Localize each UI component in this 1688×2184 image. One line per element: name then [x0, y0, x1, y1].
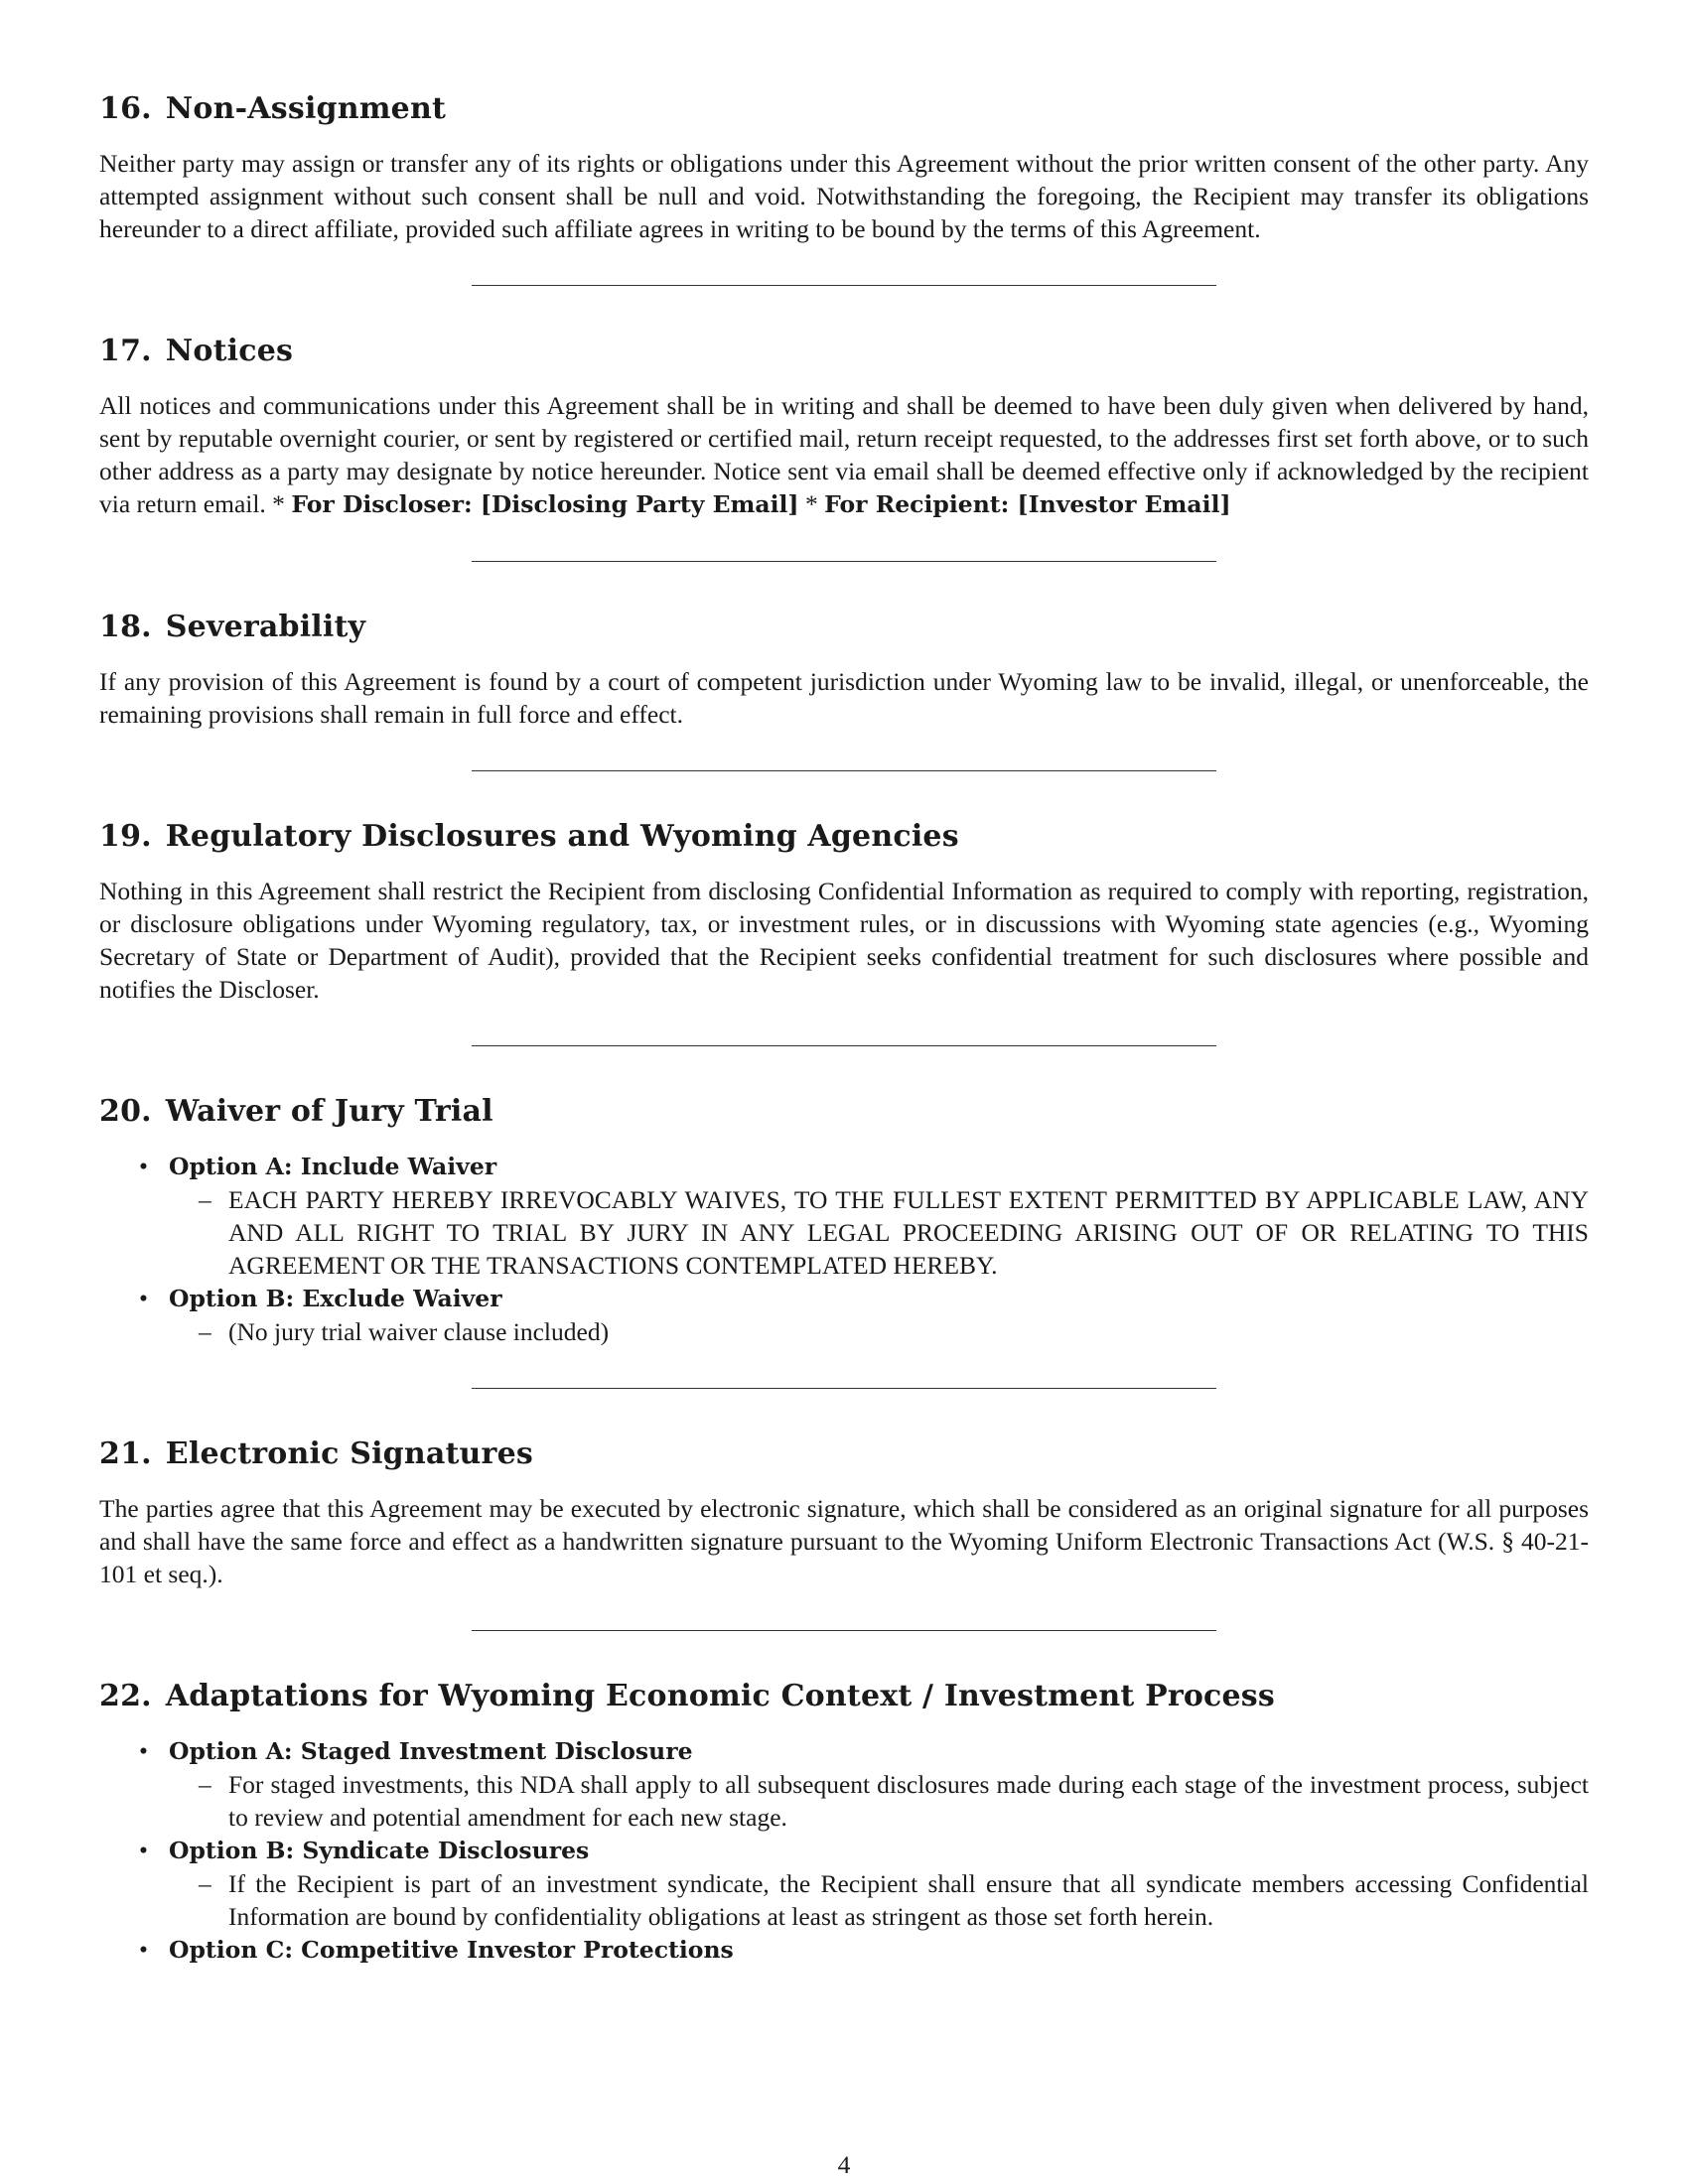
- section-title: Regulatory Disclosures and Wyoming Agencies: [165, 819, 959, 854]
- section-divider: [472, 770, 1216, 771]
- bullet: •: [139, 1736, 148, 1765]
- option-item: [99, 1734, 1589, 1834]
- section-body: The parties agree that this Agreement may be executed by electronic signature, which shall be considered as an original signature for all purposes and shall have the same force and effect as a handwritten signature pursuant to the Wyoming Uniform Electronic Transactions Act (W.S. § 40-21-101 et seq.).: [99, 1494, 1589, 1588]
- section-body: Neither party may assign or transfer any of its rights or obligations under this Agreement without the prior written consent of the other party. Any attempted assignment without such consent shall be null and void. Notwithstanding the foregoing, the Recipient may transfer its obligations hereunder to a direct affiliate, provided such affiliate agrees in writing to be bound by the terms of this Agreement.: [99, 149, 1589, 243]
- section-title: Waiver of Jury Trial: [165, 1094, 493, 1129]
- dash: –: [199, 1317, 211, 1346]
- section-heading: [99, 1434, 1589, 1474]
- section-body: Nothing in this Agreement shall restrict the Recipient from disclosing Confidential Information as required to comply with reporting, registration, or disclosure obligations under Wyoming regulatory, tax, or investment rules, or in discussions with Wyoming state agencies (e.g., Wyoming Secretary of State or Department of Audit), provided that the Recipient seeks confidential treatment for such disclosures where possible and notifies the Discloser.: [99, 877, 1589, 1004]
- section-20: [99, 1092, 1589, 1348]
- page-number: 4: [837, 2150, 851, 2179]
- dash: –: [199, 1185, 211, 1214]
- section-heading: [99, 89, 1589, 129]
- option-label: Option A: Staged Investment Disclosure: [169, 1737, 693, 1765]
- option-text-content: If the Recipient is part of an investment syndicate, the Recipient shall ensure that all syndicate members accessing Confidential Information are bound by confidentiality obligations at least as stringent as those set forth herein.: [228, 1869, 1589, 1931]
- option-sublist: [169, 1315, 1589, 1348]
- bullet: •: [139, 1284, 148, 1312]
- section-divider: [472, 1045, 1216, 1046]
- section-title: Non-Assignment: [165, 91, 447, 126]
- discloser-email: For Discloser: [Disclosing Party Email]: [291, 490, 799, 518]
- section-number: 18.: [99, 610, 152, 644]
- recipient-email: For Recipient: [Investor Email]: [824, 490, 1231, 518]
- option-text-content: For staged investments, this NDA shall apply to all subsequent disclosures made during each stage of the investment process, subject to review and potential amendment for each new stage.: [228, 1770, 1589, 1832]
- section-heading: [99, 817, 1589, 857]
- section-number: 21.: [99, 1436, 152, 1471]
- option-text: [169, 1867, 1589, 1933]
- section-body: If any provision of this Agreement is found by a court of competent jurisdiction under Wyoming law to be invalid, illegal, or unenforceable, the remaining provisions shall remain in full force and effect.: [99, 667, 1589, 729]
- option-text-content: EACH PARTY HEREBY IRREVOCABLY WAIVES, TO THE FULLEST EXTENT PERMITTED BY APPLICABLE LAW, ANY AND ALL RIGHT TO TRIAL BY JURY IN ANY LEGAL PROCEEDING ARISING OUT OF OR RELATING TO THIS AGREEMENT OR THE TRANSACTIONS CONTEMPLATED HEREBY.: [228, 1185, 1589, 1280]
- bullet: •: [139, 1152, 148, 1180]
- option-sublist: [169, 1768, 1589, 1834]
- section-title: Adaptations for Wyoming Economic Context / Investment Process: [165, 1679, 1275, 1713]
- section-21: [99, 1434, 1589, 1590]
- section-22: [99, 1677, 1589, 1967]
- section-divider: [472, 561, 1216, 562]
- section-heading: [99, 1092, 1589, 1132]
- notice-separator: *: [798, 489, 825, 518]
- section-17: [99, 332, 1589, 521]
- section-number: 20.: [99, 1094, 152, 1129]
- document-page: [99, 89, 1589, 1967]
- option-label: Option C: Competitive Investor Protections: [169, 1936, 734, 1964]
- section-number: 17.: [99, 334, 152, 368]
- option-sublist: [169, 1183, 1589, 1282]
- option-item: [99, 1282, 1589, 1348]
- option-label: Option B: Syndicate Disclosures: [169, 1837, 590, 1864]
- section-body: [99, 389, 1589, 521]
- option-sublist: [169, 1867, 1589, 1933]
- section-divider: [472, 1630, 1216, 1631]
- section-heading: [99, 608, 1589, 647]
- dash: –: [199, 1869, 211, 1898]
- section-18: [99, 608, 1589, 731]
- section-19: [99, 817, 1589, 1006]
- option-text: [169, 1183, 1589, 1282]
- section-number: 22.: [99, 1679, 152, 1713]
- option-text-content: (No jury trial waiver clause included): [228, 1317, 610, 1346]
- option-label: Option A: Include Waiver: [169, 1153, 497, 1180]
- section-number: 16.: [99, 91, 152, 126]
- option-label: Option B: Exclude Waiver: [169, 1285, 502, 1312]
- section-title: Notices: [165, 334, 294, 368]
- option-text: [169, 1768, 1589, 1834]
- bullet: •: [139, 1935, 148, 1964]
- section-divider: [472, 285, 1216, 286]
- option-list: [99, 1734, 1589, 1967]
- section-title: Severability: [165, 610, 366, 644]
- section-divider: [472, 1388, 1216, 1389]
- option-text: [169, 1315, 1589, 1348]
- bullet: •: [139, 1836, 148, 1864]
- section-title: Electronic Signatures: [165, 1436, 533, 1471]
- option-item: [99, 1834, 1589, 1933]
- option-item: [99, 1933, 1589, 1967]
- notices-text: All notices and communications under this Agreement shall be in writing and shall be deemed to have been duly given when delivered by hand, sent by reputable overnight courier, or sent by registered or certified mail, return receipt requested, to the addresses first set forth above, or to such other address as a party may designate by notice hereunder. Notice sent via email shall be deemed effective only if acknowledged by the recipient via return email. *: [99, 391, 1589, 518]
- option-list: [99, 1150, 1589, 1348]
- section-16: [99, 89, 1589, 245]
- section-heading: [99, 1677, 1589, 1716]
- section-heading: [99, 332, 1589, 371]
- section-number: 19.: [99, 819, 152, 854]
- option-item: [99, 1150, 1589, 1282]
- dash: –: [199, 1770, 211, 1799]
